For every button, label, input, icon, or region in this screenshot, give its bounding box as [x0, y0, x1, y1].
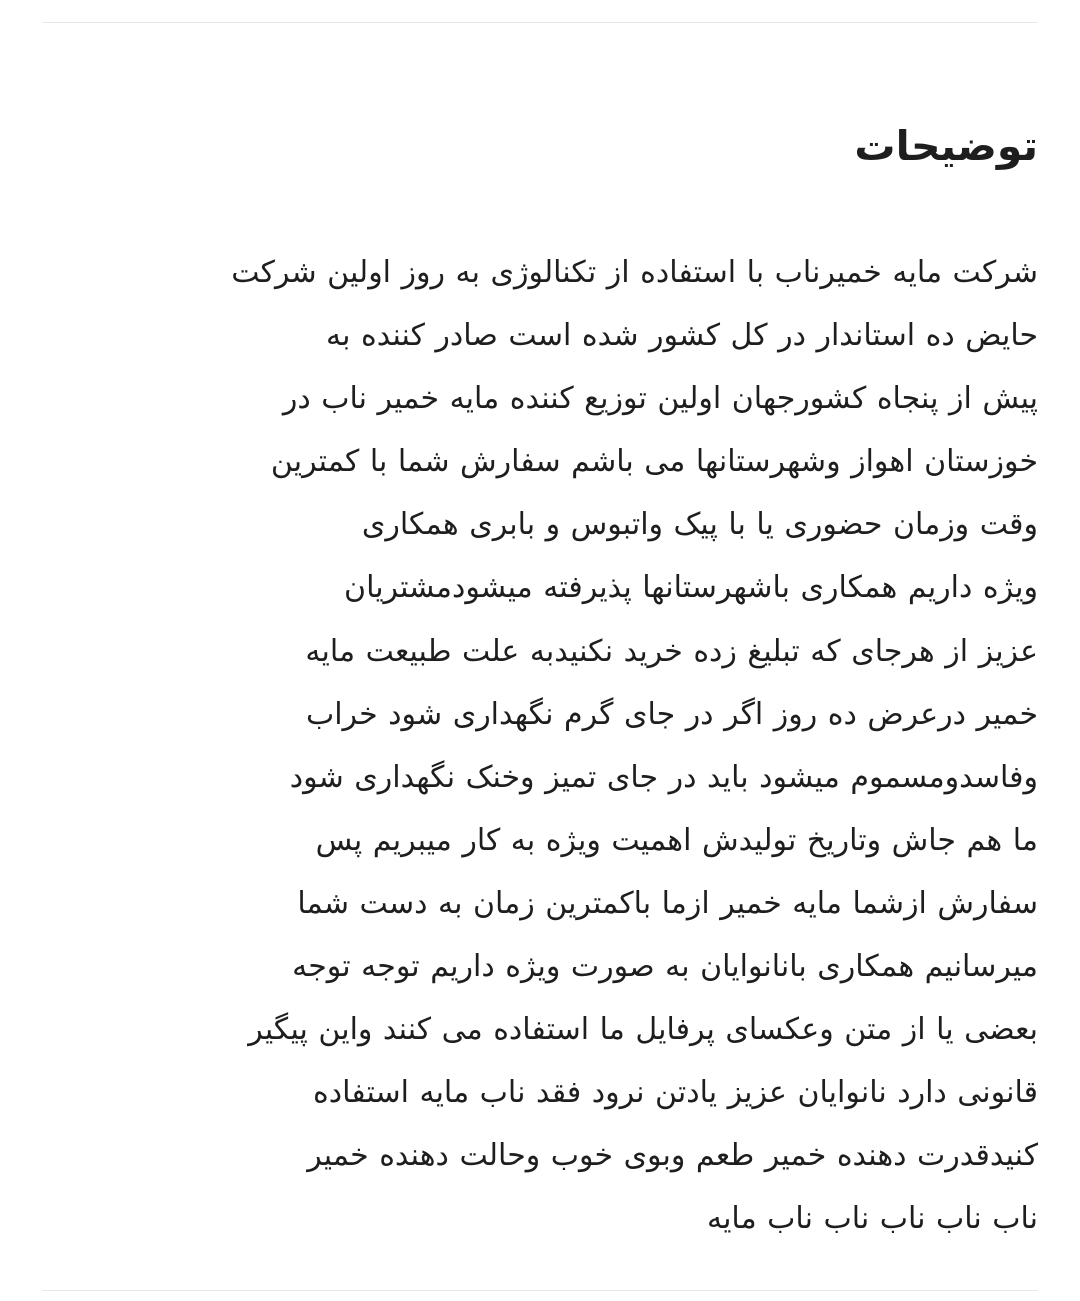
top-divider [42, 22, 1038, 23]
description-body: شرکت مایه خمیرناب با استفاده از تکنالوژی به روز اولین شرکت حایض ده استاندار در کل کشور شده است صادر کننده به پیش از پنجاه کشورجهان اولین توزیع کننده مایه خمیر ناب در خوزستان اهواز وشهرستانها می باشم سفارش شما با کمترین وقت وزمان حضوری یا با پیک واتبوس و بابری همکاری ویژه داریم همکاری باشهرستانها پذیرفته میشودمشتریان عزیز از هرجای که تبلیغ زده خرید نکنیدبه علت طبیعت مایه خمیر درعرض ده روز اگر در جای گرم نگهداری شود خراب وفاسدومسموم میشود باید در جای تمیز وخنک نگهداری شود ما هم جاش وتاریخ تولیدش اهمیت ویژه به کار میبریم پس سفارش ازشما مایه خمیر ازما باکمترین زمان به دست شما میرسانیم همکاری بانانوایان به صورت ویژه داریم توجه توجه بعضی یا از متن وعکسای پرفایل ما استفاده می کنند واین پیگیر قانونی دارد نانوایان عزیز یادتن نرود فقد ناب مایه استفاده کنیدقدرت دهنده خمیر طعم وبوی خوب وحالت دهنده خمیر ناب ناب ناب ناب ناب مایه [231, 255, 1038, 1237]
description-title: توضیحات [854, 122, 1038, 170]
bottom-divider [42, 1290, 1038, 1291]
